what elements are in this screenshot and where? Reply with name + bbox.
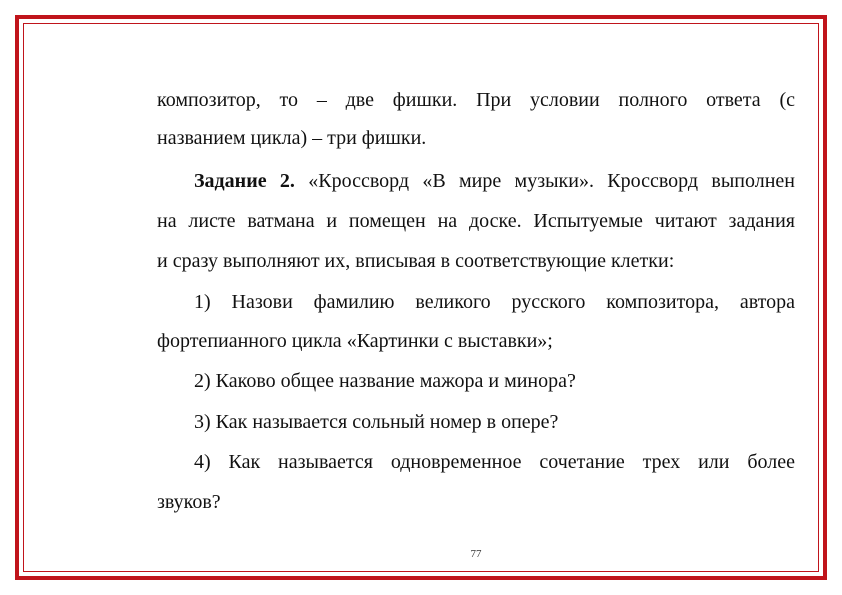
text-line: звуков? bbox=[157, 491, 221, 513]
text-line: «Кроссворд «В мире музыки». Кроссворд выполнен bbox=[308, 170, 795, 192]
text-line: фортепианного цикла «Картинки с выставки»; bbox=[157, 330, 553, 352]
question-1: 1) Назови фамилию великого русского композитора, автора bbox=[194, 291, 795, 313]
text-line: и сразу выполняют их, вписывая в соответствующие клетки: bbox=[157, 250, 675, 272]
question-3: 3) Как называется сольный номер в опере? bbox=[194, 411, 559, 433]
text-line: названием цикла) – три фишки. bbox=[157, 127, 427, 149]
page-number: 77 bbox=[470, 548, 482, 560]
task-label: Задание 2. bbox=[194, 170, 295, 192]
text-line: на листе ватмана и помещен на доске. Испытуемые читают задания bbox=[157, 210, 795, 232]
task-heading-line bbox=[194, 169, 795, 193]
text-line: композитор, то – две фишки. При условии полного ответа (с bbox=[157, 89, 795, 111]
question-2: 2) Каково общее название мажора и минора? bbox=[194, 370, 576, 392]
question-4: 4) Как называется одновременное сочетание трех или более bbox=[194, 451, 795, 473]
